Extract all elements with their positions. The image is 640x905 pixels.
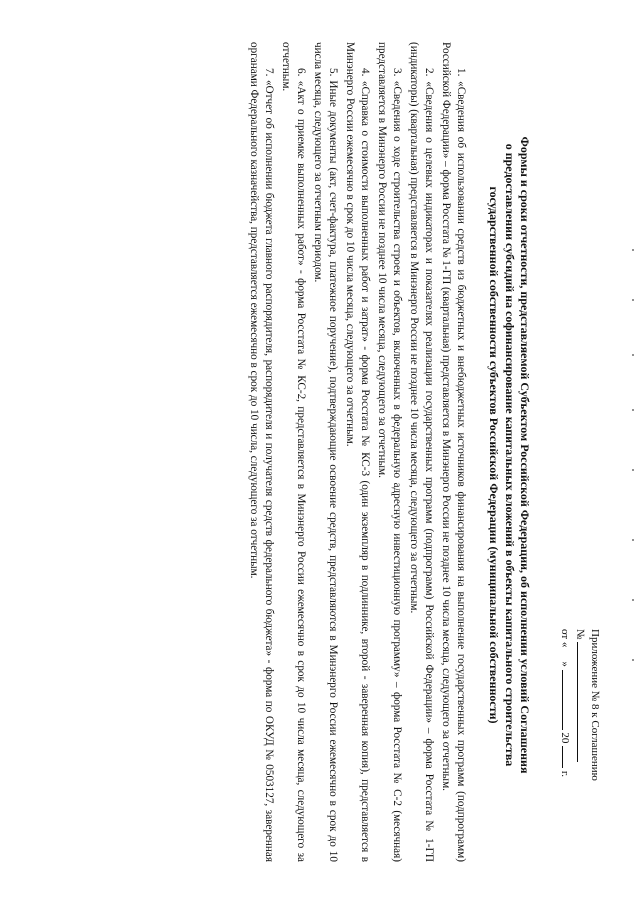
date-year: 20 [559,732,572,744]
list-item: 5. Иные документы (акт, счет-фактура, платежное поручение), подтверждающие освоение средств, представляются в Минэнерго России ежемесячно в срок до 10 числа месяца, следующего за отчетным периодом. [312,42,339,862]
date-year-blank [562,746,563,768]
appendix-date-row [557,629,572,859]
appendix-number-row [572,629,587,859]
title-line-2: о предоставлении субсидий на софинансирование капитальных вложений в объекты капитального строительства [502,143,517,767]
appendix-number-label: № [574,629,587,640]
list-item: 7. «Отчет об исполнении бюджета главного распорядителя, распорядителя и получателя средств федерального бюджета» - форма по ОКУД № 0503127, заверенная органами Федерального казначейства, представляется ежемесячно в срок до 10 числа, следующего за отчетным. [248,42,275,862]
list-item: 1. «Сведения об использовании средств из бюджетных и внебюджетных источников финансирования на выполнение государственных программ (подпрограмм) Российской Федерации» – форма Росстата № 1-ГП (квартальная) представляется в Минэнерго России не позднее 10 числа месяца, следующего за отчетным. [440,42,467,862]
list-item: 3. «Сведения о ходе строительства строек и объектов, включенных в федеральную адресную инвестиционную программу» – форма Росстата № С-2 (месячная) представляется в Минэнерго России не позднее 10 числа месяца, следующего за отчетным. [376,42,403,862]
date-month-blank [562,670,563,730]
list-item: 6. «Акт о приемке выполненных работ» - форма Росстата № КС-2, представляется в Минэнерго России ежемесячно в срок до 10 числа месяца, следующего за отчетным. [280,42,307,862]
date-prefix: от « [559,629,572,648]
title-line-1: Формы и сроки отчетности, представляемой Субъектом Российской Федерации, об исполнении условий Соглашения [518,136,532,774]
list-item: 4. «Справка о стоимости выполненных работ и затрат» - форма Росстата № КС-3 (один экземпляр в подлиннике, второй - заверенная копия), представляется в Минэнерго России ежемесячно в срок до 10 числа месяца, следующего за отчетным. [344,42,371,862]
title-line-3: государственной собственности субъектов Российской Федерации (муниципальной собственности) [487,186,502,724]
date-suffix: г. [559,770,572,777]
date-mid: » [559,661,572,667]
document-body [244,42,468,862]
document-title [486,60,532,850]
scan-artifact-dots [630,0,636,905]
appendix-title: Приложение № 8 к Соглашению [589,629,601,781]
appendix-number-blank [577,642,578,762]
list-item: 2. «Сведения о целевых индикаторах и показателях реализации государственных программ (подпрограмм) Российской Федерации» – форма Росстата № 1-ГП (индикаторы) (квартальная) представляется в Минэнерго России не позднее 10 числа месяца, следующего за отчетным. [408,42,435,862]
date-day-blank [557,647,572,661]
appendix-block [557,629,602,859]
